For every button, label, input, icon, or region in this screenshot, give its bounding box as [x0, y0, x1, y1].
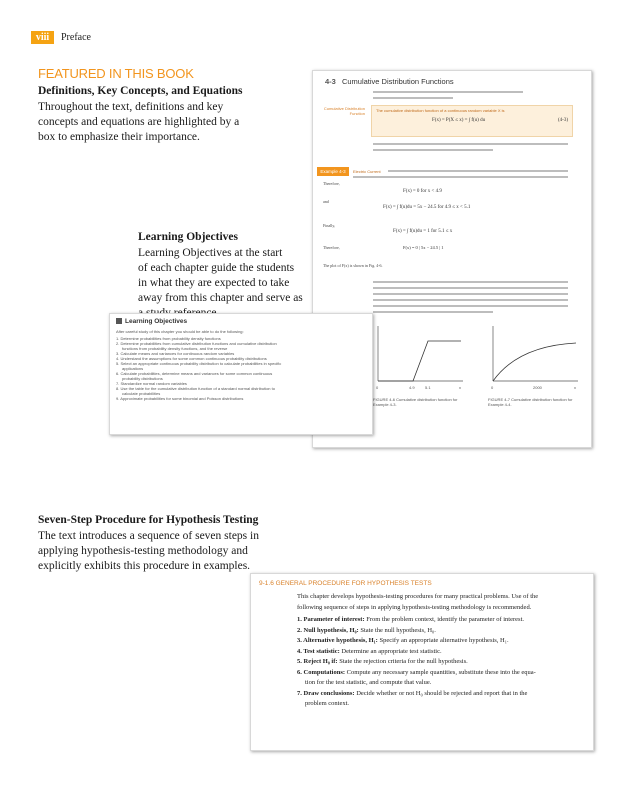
section-hypothesis: [38, 513, 298, 574]
featured-title: FEATURED IN THIS BOOK: [38, 66, 194, 81]
lo-item: applications: [122, 366, 144, 371]
step-item: [297, 689, 589, 700]
text-line: [373, 91, 523, 93]
example-tag: Example 4-3: [317, 167, 349, 176]
step-label: 2. Null hypothesis, H₀:: [297, 626, 359, 634]
hyp-heading: 9-1.6 GENERAL PROCEDURE FOR HYPOTHESIS TESTS: [259, 580, 432, 587]
step-label: 7. Draw conclusions:: [297, 689, 355, 697]
box-heading: The cumulative distribution function of a continuous random variable X is: [376, 108, 505, 113]
plot-caption: The plot of F(x) is shown in Fig. 4-6.: [323, 263, 383, 268]
section-title: Seven-Step Procedure for Hypothesis Testing: [38, 514, 259, 526]
lo-list: [116, 336, 366, 401]
example-title: Electric Current: [353, 169, 381, 174]
step-label: 3. Alternative hypothesis, H₁:: [297, 637, 378, 644]
tick-label: x: [459, 385, 461, 390]
figure-caption-right: FIGURE 4-7 Cumulative distribution function for Example 4-4.: [488, 397, 573, 407]
cdf-curve: [378, 341, 461, 381]
step-text: From the problem context, identify the parameter of interest.: [364, 616, 525, 623]
equation: F(x) = 0 | 5x − 24.5 | 1: [403, 245, 444, 250]
step-text: Determine an appropriate test statistic.: [339, 647, 442, 655]
lo-item: 3. Calculate means and variances for continuous random variables: [116, 351, 235, 356]
lo-item: 6. Calculate probabilities, determine means and variances for some common continuous: [116, 371, 273, 376]
word: Finally,: [323, 223, 336, 228]
step-item: [297, 657, 589, 668]
lo-item: 7. Standardize normal random variables: [116, 381, 187, 386]
body-line: explicitly exhibits this procedure in examples.: [38, 560, 251, 572]
section-body: [38, 100, 288, 145]
step-label: 6. Computations:: [297, 668, 346, 676]
word: and: [323, 199, 329, 204]
text-line: [373, 281, 568, 283]
text-line: [353, 176, 568, 178]
body-line: Learning Objectives at the start: [138, 247, 283, 259]
intro-line: following sequence of steps in applying hypothesis-testing methodology is recommended.: [297, 603, 532, 611]
body-line: box to emphasize their importance.: [38, 131, 200, 143]
lo-item: calculate probabilities: [122, 391, 161, 396]
step-text: State the rejection criteria for the null hypothesis.: [337, 658, 468, 665]
section-number: 4-3: [325, 77, 336, 86]
tick-label: 4.9: [409, 385, 415, 390]
word: Therefore,: [323, 245, 340, 250]
running-head: Preface: [61, 32, 91, 43]
lo-item: 1. Determine probabilities from probability density functions: [116, 336, 221, 341]
equation: F(x) = ∫ f(u)du = 1 for 5.1 ≤ x: [393, 229, 453, 234]
step-item: [297, 668, 589, 679]
step-label: 4. Test statistic:: [297, 647, 340, 655]
learning-objectives-card: [109, 313, 373, 435]
section-title: Cumulative Distribution Functions: [341, 77, 454, 86]
hyp-steps: [297, 615, 589, 710]
lo-item: probability distributions: [122, 376, 163, 381]
section-title: Definitions, Key Concepts, and Equations: [38, 85, 243, 97]
section-learning-objectives: [138, 230, 308, 321]
step-item: [297, 647, 589, 658]
tick-label: 0: [491, 385, 494, 390]
equation: F(x) = ∫ f(u)du = 5x − 24.5 for 4.9 ≤ x < 5.1: [383, 205, 471, 210]
hyp-intro: [297, 592, 589, 613]
word: Therefore,: [323, 181, 340, 186]
lo-item: 2. Determine probabilities from cumulative distribution functions and cumulative distribution: [116, 341, 277, 346]
text-line: [373, 143, 568, 145]
body-line: away from this chapter and serve as: [138, 292, 303, 304]
tick-label: 2000: [533, 385, 542, 390]
tick-label: 0: [376, 385, 379, 390]
body-line: of each chapter guide the students: [138, 262, 295, 274]
body-line: in what they are expected to take: [138, 277, 290, 289]
step-text: Decide whether or not H₀ should be rejected and report that in the: [354, 689, 528, 697]
figure-caption-left: FIGURE 4-6 Cumulative distribution function for Example 4-3.: [373, 397, 458, 407]
lo-item: 8. Use the table for the cumulative distribution function of a standard normal distribution to: [116, 386, 275, 391]
step-item: [297, 626, 589, 637]
lo-item: functions from probability density functions, and the reverse: [122, 346, 228, 351]
lo-item: 9. Approximate probabilities for some binomial and Poisson distributions: [116, 396, 244, 401]
body-line: The text introduces a sequence of seven steps in: [38, 530, 259, 542]
tick-label: x: [574, 385, 576, 390]
text-line: [373, 299, 568, 301]
cdf-plot-left: [373, 321, 468, 396]
page-number-tab: viii: [31, 31, 54, 44]
lo-item: 4. Understand the assumptions for some common continuous probability distributions: [116, 356, 267, 361]
section-body: [38, 529, 298, 574]
lo-intro: After careful study of this chapter you should be able to do the following:: [116, 329, 244, 334]
cdf-curve: [493, 343, 576, 381]
step-text: Specify an appropriate alternative hypothesis, H₁.: [377, 637, 509, 644]
body-line: Throughout the text, definitions and key: [38, 101, 224, 113]
step-text: problem context.: [305, 700, 350, 707]
equation: F(x) = 0 for x < 4.9: [403, 189, 442, 194]
cdf-heading: [325, 77, 454, 86]
step-continuation: [297, 678, 589, 689]
tick-label: 5.1: [425, 385, 431, 390]
step-text: Compute any necessary sample quantities, substitute these into the equa-: [345, 668, 536, 676]
step-text: State the null hypothesis, H₀.: [358, 626, 436, 634]
body-line: applying hypothesis-testing methodology and: [38, 545, 248, 557]
step-text: tion for the test statistic, and compute that value.: [305, 679, 432, 686]
body-line: concepts and equations are highlighted by a: [38, 116, 240, 128]
section-title: Learning Objectives: [138, 231, 238, 243]
text-line: [388, 170, 568, 172]
text-line: [373, 293, 568, 295]
text-line: [373, 287, 568, 289]
sidebar-label: Cumulative Distribution Function: [323, 106, 365, 116]
cdf-plot-right: [488, 321, 583, 396]
lo-heading-text: Learning Objectives: [125, 318, 188, 325]
step-continuation: [297, 699, 589, 710]
text-line: [373, 305, 568, 307]
definition-box: [371, 105, 573, 137]
section-body: [138, 246, 308, 321]
text-line: [373, 149, 493, 151]
step-label: 1. Parameter of interest:: [297, 616, 365, 623]
step-label: 5. Reject H₀ if:: [297, 658, 338, 665]
square-bullet-icon: [116, 318, 122, 324]
intro-line: This chapter develops hypothesis-testing procedures for many practical problems. Use of the: [297, 593, 539, 600]
lo-heading: [116, 318, 187, 325]
hypothesis-procedure-card: [250, 573, 594, 751]
step-item: [297, 636, 589, 647]
section-definitions: [38, 84, 288, 145]
text-line: [373, 97, 453, 99]
box-eq-number: (4-3): [558, 118, 568, 123]
lo-item: 5. Select an appropriate continuous probability distribution to calculate probabilities in specific: [116, 361, 282, 366]
text-line: [373, 311, 493, 313]
step-item: [297, 615, 589, 626]
box-equation: F(x) = P(X ≤ x) = ∫ f(u) du: [432, 118, 486, 123]
